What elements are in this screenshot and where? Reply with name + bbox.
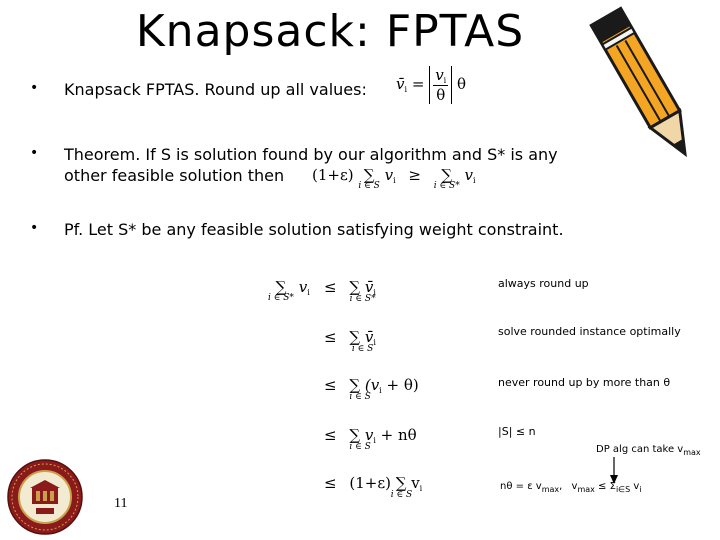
- dp-note: DP alg can take $v_{max}$: [596, 444, 701, 457]
- proof-note: always round up: [498, 277, 589, 290]
- bullet-marker: •: [30, 220, 39, 236]
- proof-note: solve rounded instance optimally: [498, 325, 681, 338]
- bullet-text: Theorem. If S is solution found by our algorithm and S* is any: [64, 145, 558, 164]
- proof-step: ≤ ∑ $v̄_i$ i ∈ S*: [324, 278, 376, 304]
- bullet-text-cont: other feasible solution then: [64, 166, 285, 185]
- proof-note: never round up by more than θ: [498, 376, 671, 389]
- bullet-marker: •: [30, 145, 39, 161]
- proof-step: ≤ (1+ε) ∑ $v_i$ i ∈ S: [324, 474, 423, 500]
- theorem-formula: (1+ε) ∑ i ∈ S $v_i$ ≥ ∑ i ∈ S* $v_i$: [312, 166, 476, 191]
- proof-note: |S| ≤ n: [498, 425, 536, 438]
- pencil-icon: [586, 2, 708, 174]
- bullet-text: Knapsack FPTAS. Round up all values:: [64, 80, 367, 99]
- rounding-formula: $v̄_i$ = $\frac{v_i}{\theta}$ θ: [396, 66, 467, 104]
- proof-step: ≤ ∑ $v̄_i$ i ∈ S: [324, 328, 376, 354]
- bullet-text: Pf. Let S* be any feasible solution satisfying weight constraint.: [64, 220, 564, 239]
- page-number: 11: [114, 496, 128, 511]
- university-seal: [6, 458, 84, 536]
- bullet-marker: •: [30, 80, 39, 96]
- slide-title: Knapsack: FPTAS: [135, 6, 525, 57]
- proof-note-final: nθ = ε $v_{max}$, $v_{max} \le \Sigma_{i\in S}$ $v_i$: [500, 481, 642, 494]
- proof-step: ≤ ∑ $v_i + n\theta$ i ∈ S: [324, 426, 417, 452]
- proof-lhs: ∑ i ∈ S* $v_i$: [268, 278, 310, 303]
- proof-step: ≤ ∑ $(v_i + \theta)$ i ∈ S: [324, 376, 419, 402]
